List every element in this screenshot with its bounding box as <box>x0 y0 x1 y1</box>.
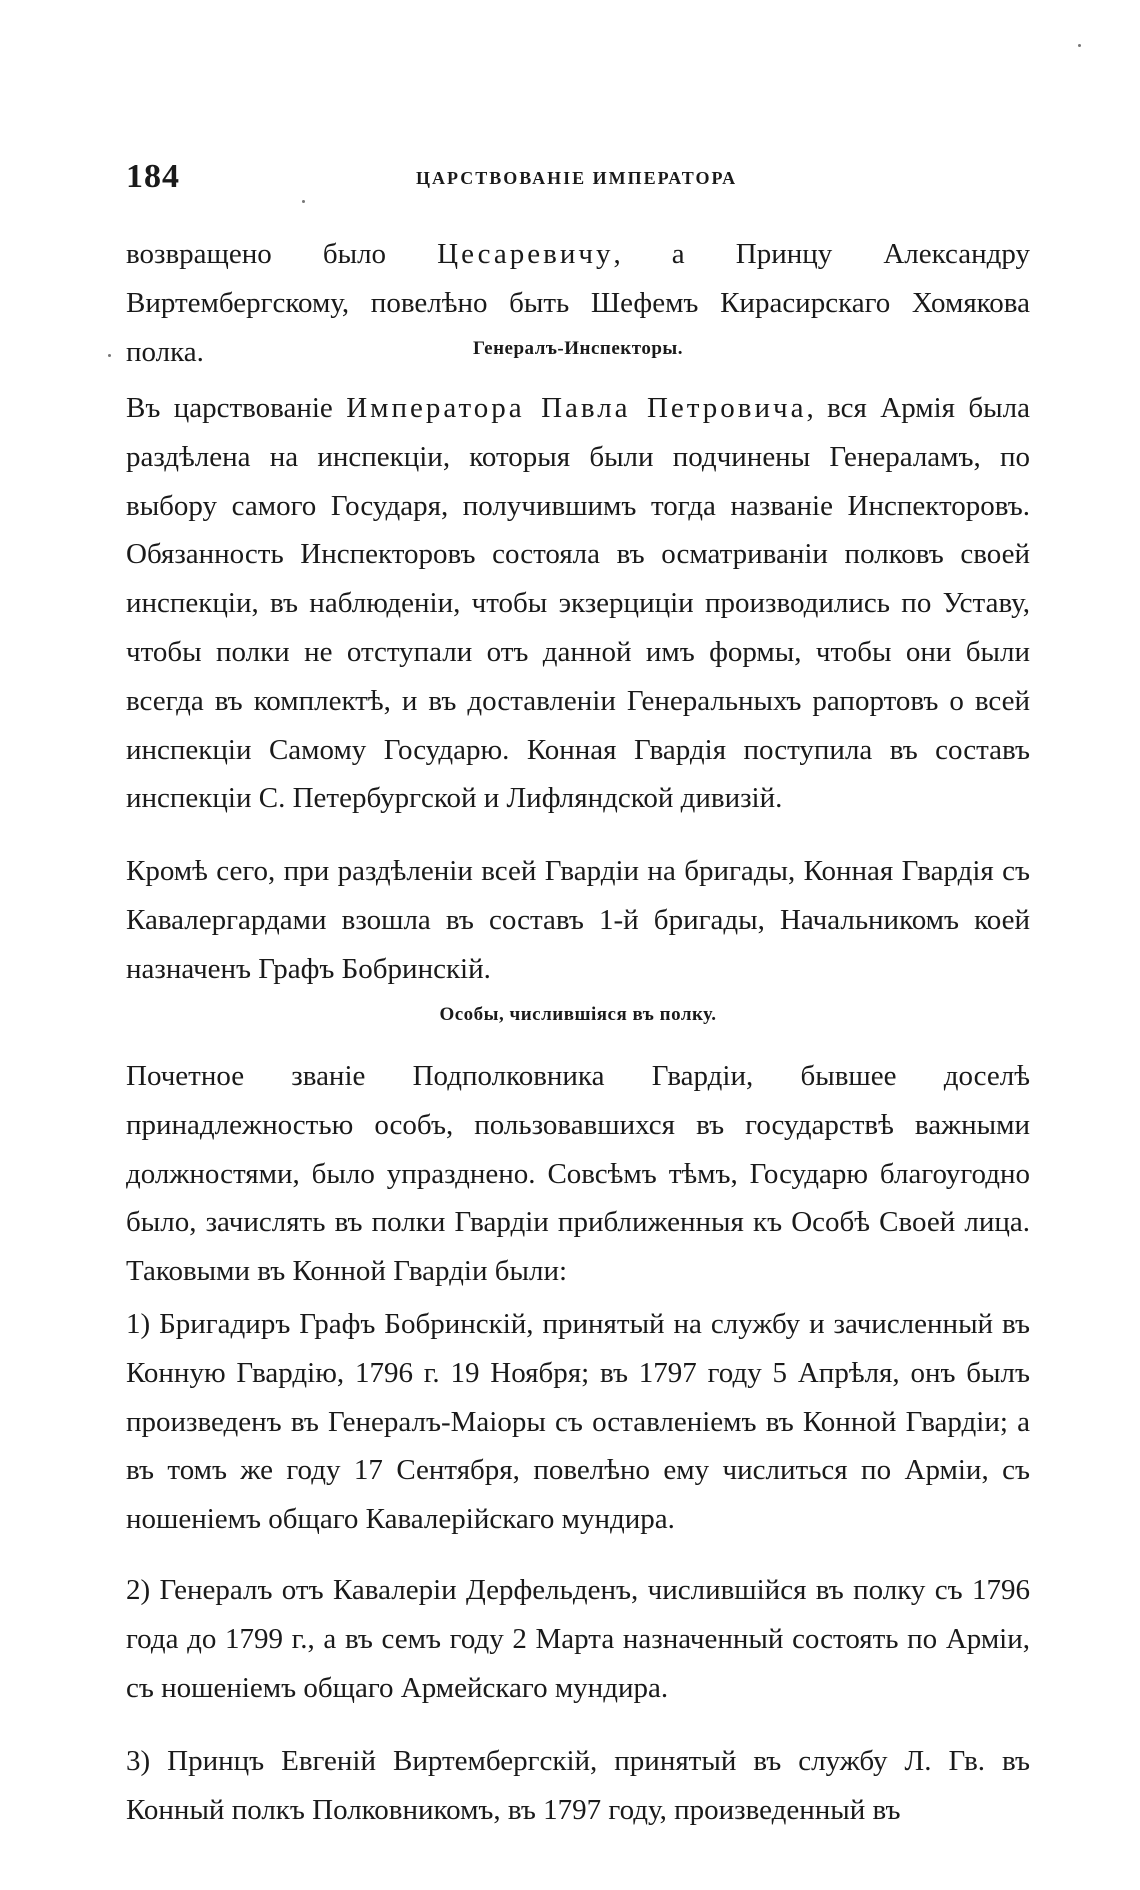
opening-text-part-1: возвращено было <box>126 238 438 270</box>
inspectors-paragraph-2: Кромѣ сего, при раздѣленiи всей Гвардiи на бригады, Конная Гвардiя съ Кавалергардами взошла въ составъ 1-й бригады, Начальникомъ коей назначенъ Графъ Бобринскiй. <box>126 855 1030 985</box>
scan-speck <box>108 354 111 357</box>
inspectors-text-part-2: , вся Армiя была раздѣлена на инспекцiи, которыя были подчинены Генераламъ, по выбору самого Государя, получившимъ тогда названiе Инспекторовъ. Обязанность Инспекторовъ состояла въ осматриванiи полковъ своей инспекцiи, въ наблюденiи, чтобы экзерциціи производились по Уставу, чтобы полки не отступали отъ данной имъ формы, чтобы они были всегда въ комплектѣ, и въ доставленiи Генеральныхъ рапортовъ о всей инспекцiи Самому Государю. Конная Гвардiя поступила въ составъ инспекцiи С. Петербургской и Лифляндской дивизiй. <box>126 392 1030 815</box>
section-heading-persons: Особы, числившiяся въ полку. <box>439 1004 717 1025</box>
inspectors-paragraph-1 <box>126 384 1030 823</box>
section-heading-inspectors: Генералъ-Инспекторы. <box>473 338 683 359</box>
opening-emphasis-tsesarevich: Цесаревичу <box>437 238 614 270</box>
opening-text-part-2: , а Принцу Александру Виртембергскому, повелѣно быть Шефемъ Кирасирскаго Хомякова полка. <box>126 238 1030 368</box>
running-head <box>126 158 1030 198</box>
persons-list-item-2: 2) Генералъ отъ Кавалерiи Дерфельденъ, числившiйся въ полку съ 1796 года до 1799 г., а въ семъ году 2 Марта назначенный состоять по Армiи, съ ношенiемъ общаго Армейскаго мундира. <box>126 1574 1030 1704</box>
persons-list-item-3: 3) Принцъ Евгенiй Виртембергскiй, принятый въ службу Л. Гв. въ Конный полкъ Полковникомъ, въ 1797 году, произведенный въ <box>126 1745 1030 1826</box>
persons-intro-paragraph: Почетное званiе Подполковника Гвардiи, бывшее доселѣ принадлежностью особъ, пользовавшихся въ государствѣ важными должностями, было упразднено. Совсѣмъ тѣмъ, Государю благоугодно было, зачислять въ полки Гвардiи приближенныя къ Особѣ Своей лица. Таковыми въ Конной Гвардiи были: <box>126 1060 1030 1288</box>
inspectors-text-part-1: Въ царствованiе <box>126 392 347 424</box>
inspectors-emphasis-emperor: Императора Павла Петровича <box>346 392 807 424</box>
running-title: ЦАРСТВОВАНIЕ ИМПЕРАТОРА <box>416 168 738 188</box>
page-number: 184 <box>126 158 180 195</box>
scan-speck <box>1078 44 1081 47</box>
persons-list-item-1: 1) Бригадиръ Графъ Бобринскiй, принятый на службу и зачисленный въ Конную Гвардiю, 1796 г. 19 Ноября; въ 1797 году 5 Апрѣля, онъ былъ произведенъ въ Генералъ-Маiоры съ оставленiемъ въ Конной Гвардiи; а въ томъ же году 17 Сентября, повелѣно ему числиться по Армiи, съ ношенiемъ общаго Кавалерiйскаго мундира. <box>126 1308 1030 1536</box>
scan-speck <box>302 200 305 203</box>
